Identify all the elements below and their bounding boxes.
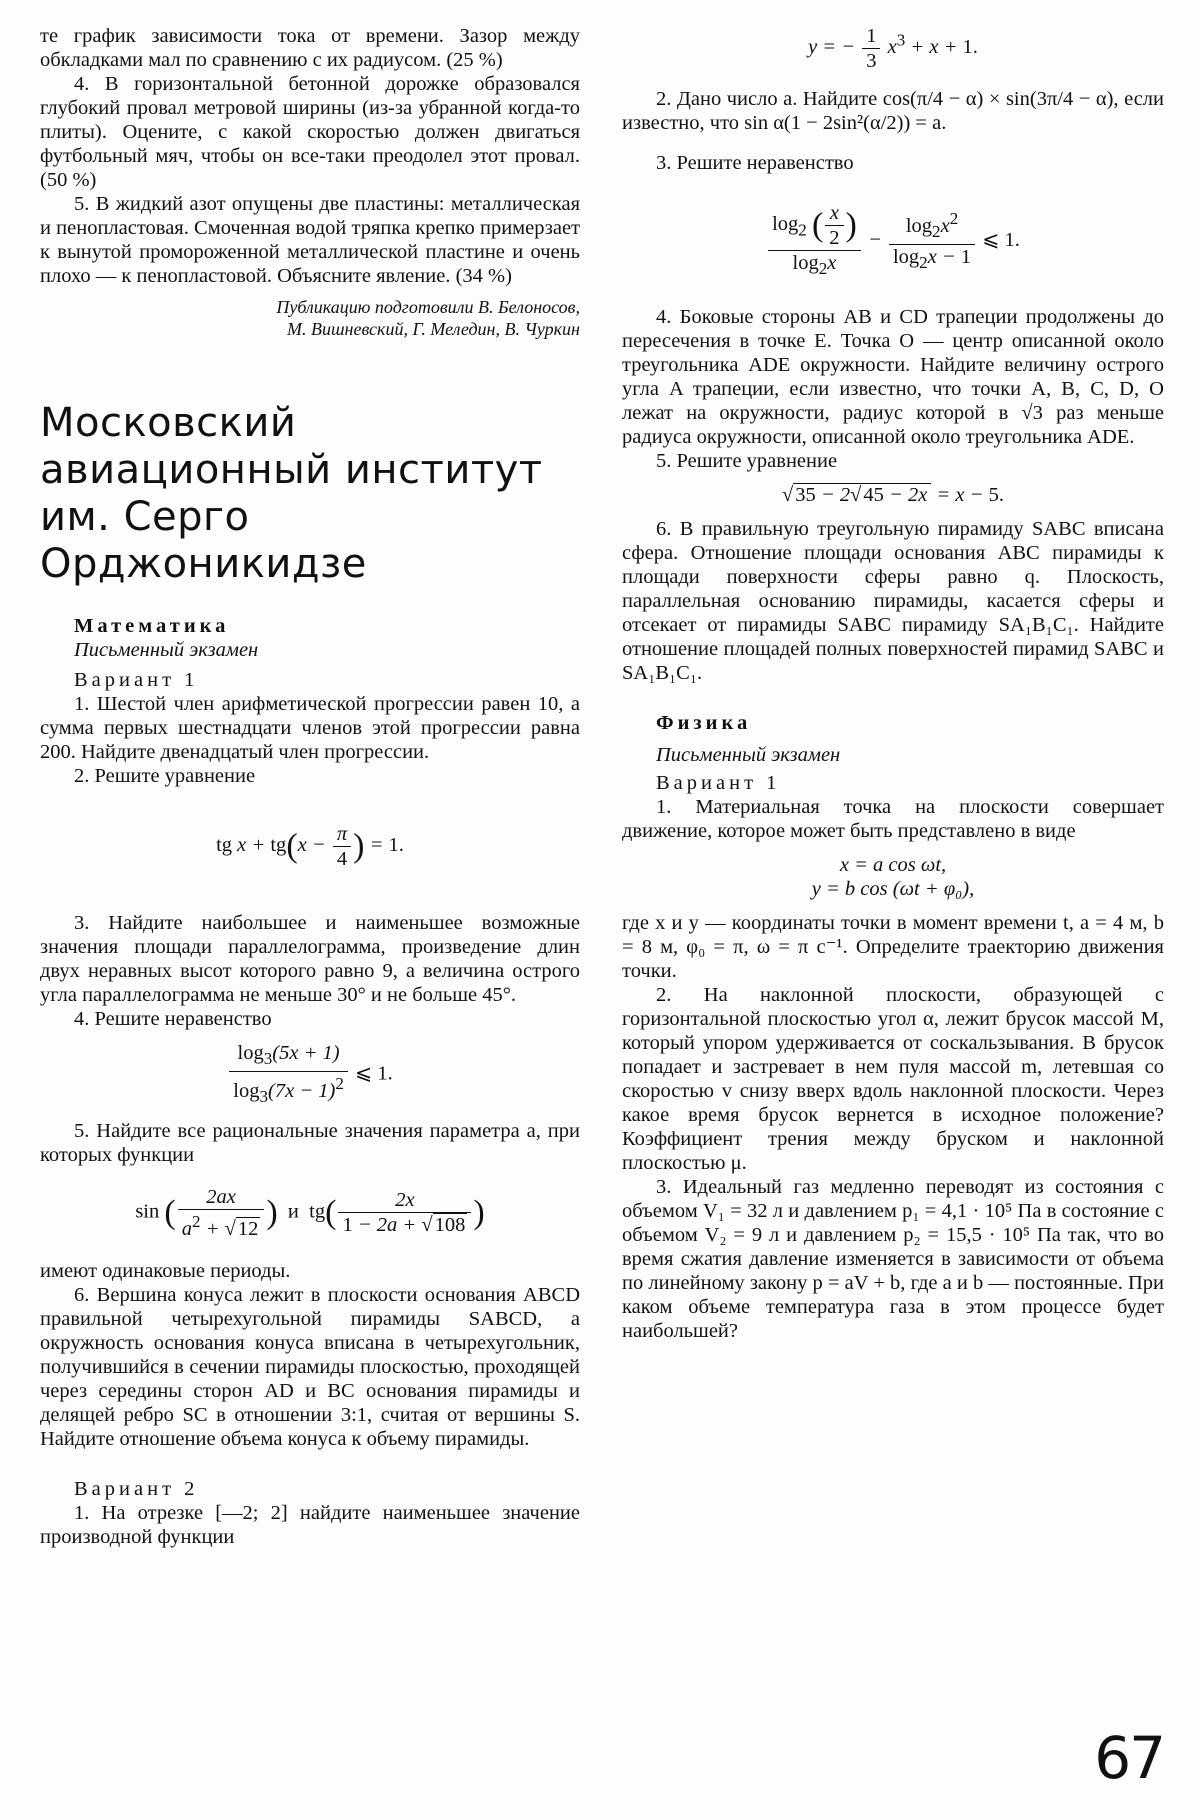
- intro-paragraph-3: 5. В жидкий азот опущены две пластины: металлическая и пенопластовая. Смоченная водой тряпка крепко примерзает к вынутой промороженной металлической пластине и очень плохо — к пенопластовой. Объясните явление. (34 %): [40, 193, 580, 287]
- intro-paragraph-2: 4. В горизонтальной бетонной дорожке образовался глубокий провал метровой ширины (из-за убранной когда-то плиты). Оцените, с какой скоростью должен двигаться футбольный мяч, чтобы он все-таки преодолел этот провал. (50 %): [40, 73, 580, 191]
- page-number: 67: [1094, 1724, 1164, 1792]
- math-v2-problem-2: 2. Дано число a. Найдите cos(π/4 − α) × sin(3π/4 − α), если известно, что sin α(1 − 2sin²(α/2)) = a.: [622, 88, 1164, 134]
- formula-sin-tg-functions: sin ( $\frac{2ax}{a^2 + √12}$ ) и tg( $\frac{2x}{1 - 2a + √108}$ ): [135, 1186, 485, 1240]
- credit-line-1: Публикацию подготовили В. Белоносов,: [276, 297, 580, 317]
- formula-y-line: y = b cos (ωt + φ₀),: [811, 878, 975, 901]
- formula-x-line: x = a cos ωt,: [839, 854, 947, 877]
- physics-problem-1: 1. Материальная точка на плоскости совершает движение, которое может быть представлено в виде: [622, 796, 1164, 843]
- math-problem-3: 3. Найдите наибольшее и наименьшее возможные значения площади параллелограмма, произведение длин двух неравных высот которого равно 9, а величина острого угла параллелограмма не меньше 30° и не больше 45°.: [40, 912, 580, 1006]
- physics-variant-heading: Вариант 1: [656, 772, 781, 795]
- variant-2-problem-1: 1. На отрезке [—2; 2] найдите наименьшее значение производной функции: [40, 1501, 580, 1548]
- math-problem-5: 5. Найдите все рациональные значения параметра a, при которых функции: [40, 1120, 580, 1167]
- physics-problem-3: 3. Идеальный газ медленно переводят из состояния с объемом V₁ = 32 л и давлением p₁ = 4,1 · 10⁵ Па в состояние с объемом V₂ = 9 л и давлением p₂ = 15,5 · 10⁵ Па так, что во время сжатия давление изменяется в зависимости от объема по линейному закону p = aV + b, где a и b — постоянные. При каком объеме температура газа в этом процессе будет наибольшей?: [622, 1176, 1164, 1343]
- math-variant-1-heading: Вариант 1: [74, 669, 199, 691]
- math-v2-problem-4: 4. Боковые стороны AB и CD трапеции продолжены до пересечения в точке E. Точка O — центр описанной около треугольника ADE окружности. Найдите величину острого угла A трапеции, если известно, что точки A, B, C, D, O лежат на окружности, радиус которой в √3 раз меньше радиуса окружности, описанной около треугольника ADE.: [622, 306, 1164, 449]
- math-problem-1: 1. Шестой член арифметической прогрессии равен 10, а сумма первых шестнадцати членов этой прогрессии равна 200. Найдите двенадцатый член прогрессии.: [40, 693, 580, 763]
- math-problem-6: 6. Вершина конуса лежит в плоскости основания ABCD правильной четырехугольной пирамиды SABCD, а окружность основания конуса вписана в четырехугольник, получившийся в сечении пирамиды плоскостью, проходящей через середины сторон AD и BC основания пирамиды и делящей ребро SC в отношении 3:1, считая от вершины S. Найдите отношение объема конуса к объему пирамиды.: [40, 1283, 580, 1450]
- formula-log-inequality: $\frac{\log_3(5x + 1)}{\log_3(7x - 1)^2}$ ⩽ 1.: [40, 1041, 580, 1109]
- math-subject-heading: Математика: [74, 615, 230, 637]
- formula-motion-equations: [622, 853, 1164, 901]
- math-exam-type: Письменный экзамен: [74, 639, 259, 661]
- math-v2-problem-5: 5. Решите уравнение: [656, 450, 838, 473]
- physics-problem-1-tail: где x и y — координаты точки в момент времени t, a = 4 м, b = 8 м, φ₀ = π, ω = π с⁻¹. Определите траекторию движения точки.: [622, 912, 1164, 983]
- math-v2-problem-3: 3. Решите неравенство: [656, 152, 854, 174]
- physics-subject-heading: Физика: [656, 712, 752, 735]
- intro-paragraph-1: те график зависимости тока от времени. Зазор между обкладками мал по сравнению с их радиусом. (25 %): [40, 25, 580, 71]
- math-problem-4: 4. Решите неравенство: [74, 1008, 272, 1030]
- right-column: [622, 24, 1164, 1343]
- institute-title: Московский авиационный институт им. Серго Орджоникидзе: [40, 400, 543, 587]
- formula-root-equation: √35 − 2√45 − 2x = x − 5.: [782, 484, 1004, 507]
- left-column: [40, 24, 580, 1549]
- formula-log2-inequality: $\log_2$ ( $\frac{x}{2}$ ) $\log_2x$ − $\frac{\log_2x^2}{\log_2x - 1}$ ⩽ 1.: [622, 201, 1164, 281]
- formula-cubic-function: y = − $\frac{1}{3}$ $x^3 + x + 1$.: [808, 25, 978, 72]
- formula-tg-equation: tg x + tg(x − $\frac{\pi}{4}$ ) = 1.: [216, 823, 404, 870]
- math-v2-problem-6: 6. В правильную треугольную пирамиду SABC вписана сфера. Отношение площади основания ABC пирамиды к площади поверхности сферы равно q. Плоскость, параллельная основанию пирамиды, касается сферы и отсекает от пирамиды SABC пирамиду SA₁B₁C₁. Найдите отношение площадей полных поверхностей пирамид SABC и SA₁B₁C₁.: [622, 518, 1164, 685]
- math-variant-2-heading: Вариант 2: [74, 1477, 199, 1500]
- math-problem-5-tail: имеют одинаковые периоды.: [40, 1259, 291, 1282]
- physics-exam-type: Письменный экзамен: [656, 744, 841, 767]
- math-problem-2: 2. Решите уравнение: [74, 765, 256, 787]
- credit-line-2: М. Вишневский, Г. Меледин, В. Чуркин: [286, 319, 580, 339]
- physics-problem-2: 2. На наклонной плоскости, образующей с горизонтальной плоскостью угол α, лежит брусок массой M, который упором удерживается от соскальзывания. В брусок попадает и застревает в нем пуля массой m, летевшая со скоростью v снизу вверх вдоль наклонной плоскости. Через какое время брусок вернется в исходное положение? Коэффициент трения между бруском и наклонной плоскостью μ.: [622, 984, 1164, 1175]
